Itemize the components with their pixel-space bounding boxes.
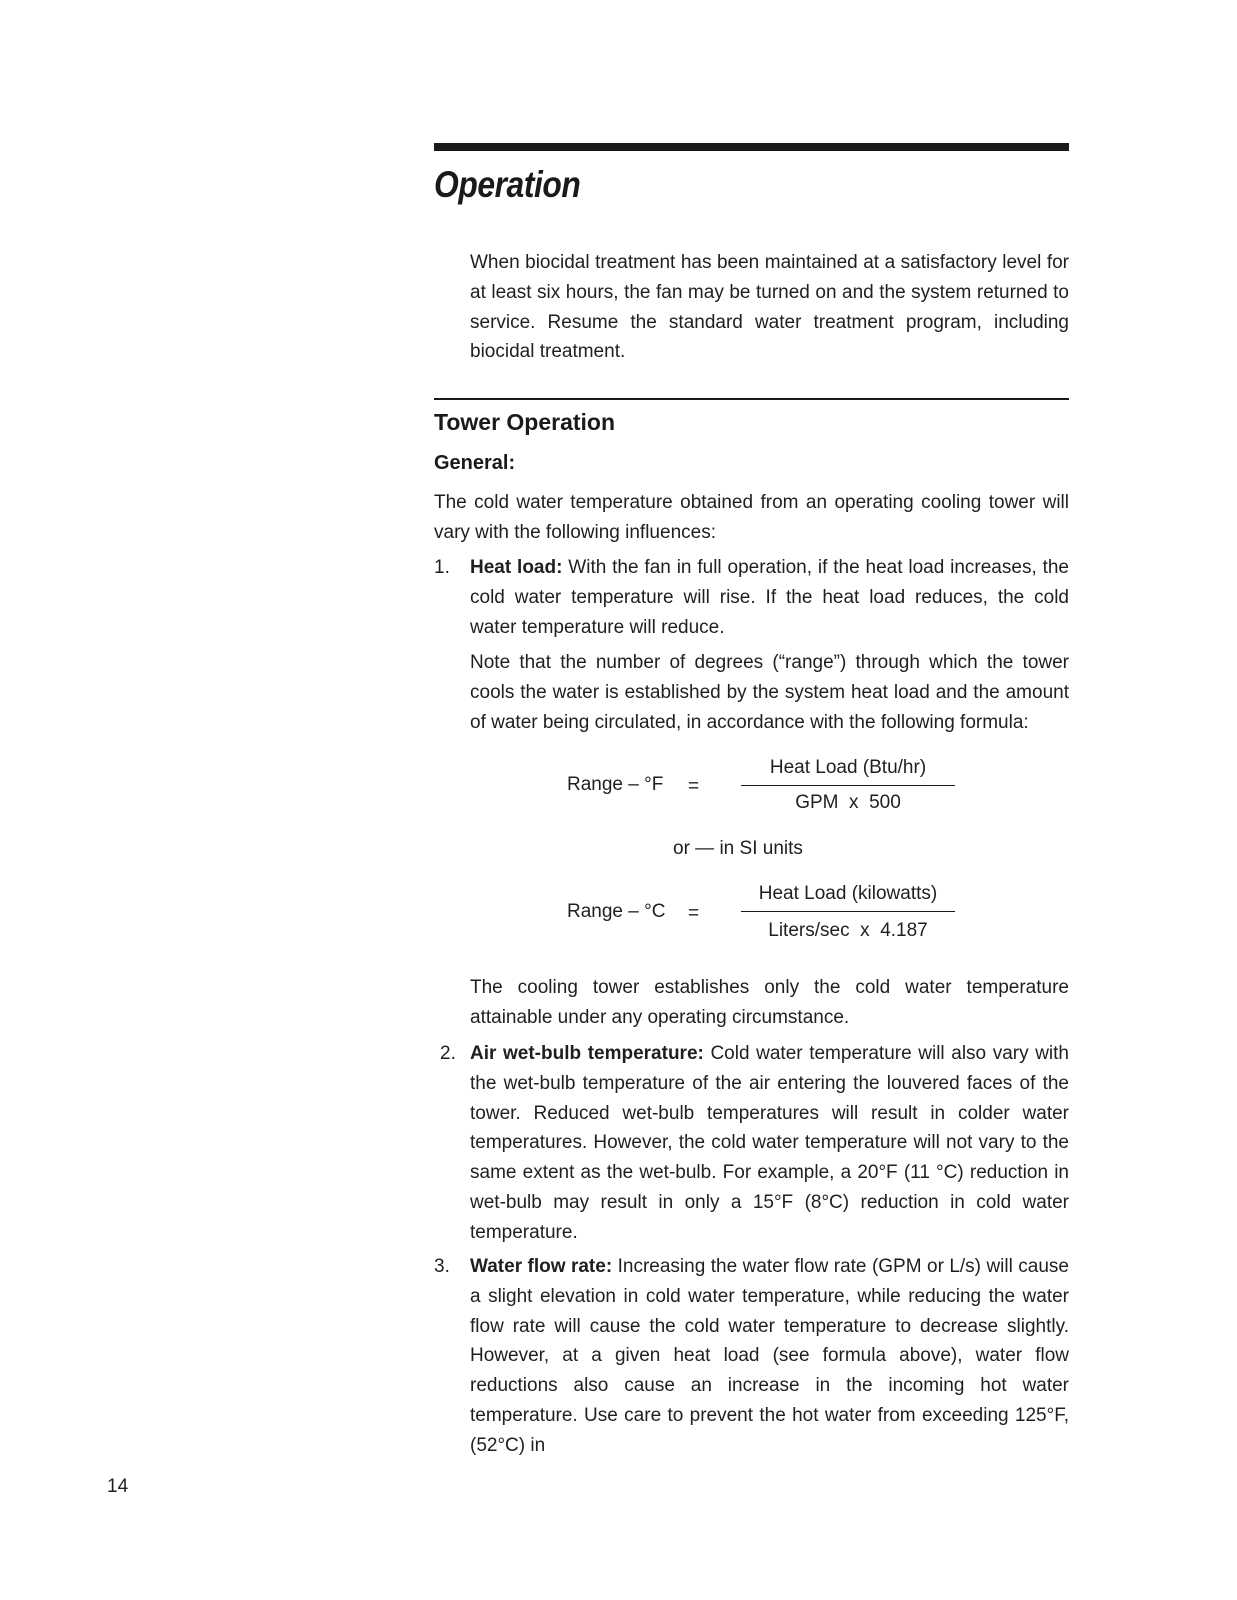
fraction-line (741, 911, 955, 912)
list-item-heat-load (470, 553, 1069, 642)
formula-equals: = (688, 776, 700, 797)
section-heading: Tower Operation (434, 409, 616, 435)
list-item-water-flow (470, 1252, 1069, 1461)
fraction-line (741, 785, 955, 786)
formula-denominator: GPM x 500 (795, 792, 901, 813)
formula-numerator: Heat Load (Btu/hr) (769, 757, 927, 778)
formula-denominator: Liters/sec x 4.187 (768, 920, 928, 941)
item-number: 2. (440, 1043, 456, 1064)
item-term: Heat load: (470, 557, 563, 578)
section-subheading: General: (434, 452, 516, 474)
top-rule (434, 143, 1069, 151)
item-term: Water flow rate: (470, 1256, 613, 1277)
list-item-wet-bulb (470, 1039, 1069, 1248)
page-number: 14 (107, 1476, 129, 1497)
item-text: Increasing the water flow rate (GPM or L/s) will cause a slight elevation in cold water temperature, while reducing the water flow rate will cause the cold water temperature to decrease slightly. However, at a given heat load (see formula above), water flow reductions also cause an increase in the incoming hot water temperature. Use care to prevent the hot water from exceeding 125°F, (52°C) in (470, 1256, 1069, 1456)
lead-paragraph: The cold water temperature obtained from an operating cooling tower will vary with the following influences: (434, 492, 1069, 543)
formula-label: Range – °C (567, 901, 666, 922)
item-number: 1. (434, 557, 450, 578)
heat-load-note: Note that the number of degrees (“range”) through which the tower cools the water is established by the system heat load and the amount of water being circulated, in accordance with the following formula: (470, 652, 1069, 733)
item-term: Air wet-bulb temperature: (470, 1043, 704, 1064)
item-text: Cold water temperature will also vary with the wet-bulb temperature of the air entering the louvered faces of the tower. Reduced wet-bulb temperatures will result in colder water temperatures. However, the cold water temperature will not vary to the same extent as the wet-bulb. For example, a 20°F (11 °C) reduction in wet-bulb may result in only a 15°F (8°C) reduction in cold water temperature. (470, 1043, 1069, 1243)
formula-equals: = (688, 903, 700, 924)
intro-paragraph: When biocidal treatment has been maintained at a satisfactory level for at least six hours, the fan may be turned on and the system returned to service. Resume the standard water treatment program, including biocidal treatment. (470, 252, 1069, 363)
section-rule (434, 398, 1069, 400)
formula-separator: or — in SI units (673, 838, 803, 859)
item-number: 3. (434, 1256, 450, 1277)
heat-load-after: The cooling tower establishes only the cold water temperature attainable under any operating circumstance. (470, 977, 1069, 1028)
formula-label: Range – °F (567, 774, 664, 795)
formula-numerator: Heat Load (kilowatts) (758, 883, 938, 904)
page-title: Operation (434, 164, 581, 205)
item-text: With the fan in full operation, if the heat load increases, the cold water temperature will rise. If the heat load reduces, the cold water temperature will reduce. (470, 557, 1069, 638)
